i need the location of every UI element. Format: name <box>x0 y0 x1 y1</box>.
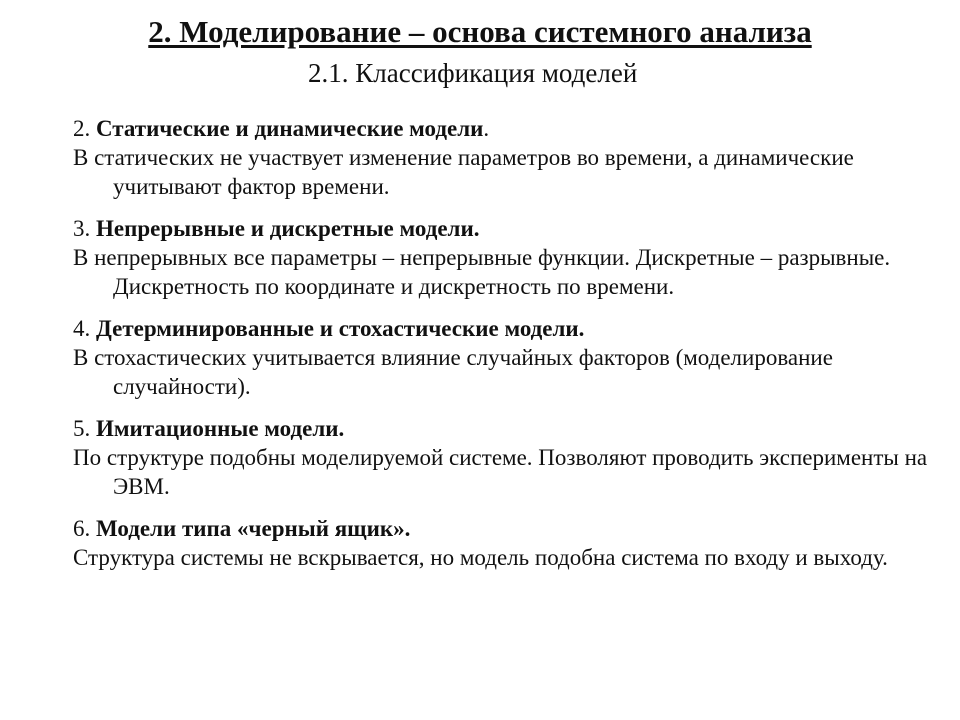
item-heading-end: . <box>483 116 490 141</box>
item-name: Имитационные модели. <box>96 416 345 441</box>
item-description: По структуре подобны моделируемой системе. Позволяют проводить эксперименты на ЭВМ. <box>73 445 928 499</box>
list-item <box>73 314 943 401</box>
item-heading <box>73 514 943 543</box>
item-name: Модели типа «черный ящик». <box>96 516 411 541</box>
item-number: 6. <box>73 516 91 541</box>
list-item <box>73 214 943 301</box>
item-heading <box>73 214 943 243</box>
item-heading <box>73 414 943 443</box>
item-description: В стохастических учитывается влияние случайных факторов (моделирование случайности). <box>73 345 833 399</box>
list-item <box>73 514 943 572</box>
item-description: В статических не участвует изменение параметров во времени, а динамические учитывают фактор времени. <box>73 145 854 199</box>
item-heading <box>73 114 943 143</box>
list-item <box>73 114 943 201</box>
list-item <box>73 414 943 501</box>
item-number: 4. <box>73 316 91 341</box>
item-number: 2. <box>73 116 91 141</box>
item-number: 5. <box>73 416 91 441</box>
classification-list <box>73 114 943 585</box>
item-description: Структура системы не вскрывается, но модель подобна система по входу и выходу. <box>73 545 888 570</box>
item-description: В непрерывных все параметры – непрерывные функции. Дискретные – разрывные. Дискретность по координате и дискретность по времени. <box>73 245 891 299</box>
slide-subtitle: 2.1. Классификация моделей <box>308 58 638 88</box>
item-name: Детерминированные и стохастические модели. <box>96 316 585 341</box>
slide-title: 2. Моделирование – основа системного анализа <box>148 14 812 49</box>
item-name: Статические и динамические модели <box>96 116 484 141</box>
item-name: Непрерывные и дискретные модели. <box>96 216 480 241</box>
item-number: 3. <box>73 216 91 241</box>
item-heading <box>73 314 943 343</box>
